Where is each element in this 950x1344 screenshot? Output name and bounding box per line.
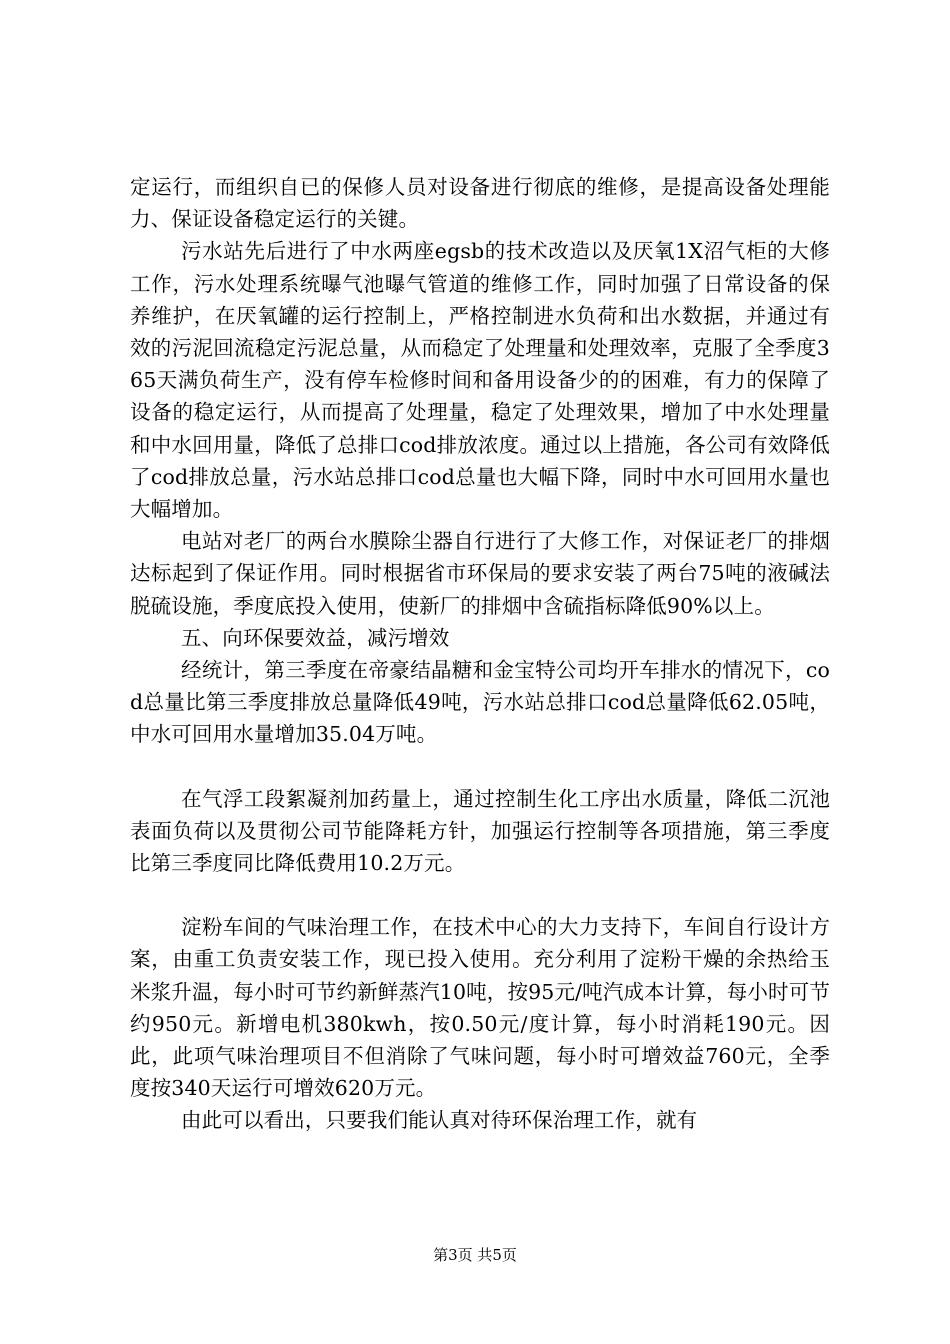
paragraph-flotation: 在气浮工段絮凝剂加药量上，通过控制生化工序出水质量，降低二沉池表面负荷以及贯彻公司节能降耗方针，加强运行控制等各项措施，第三季度比第三季度同比降低费用10.2万元。 <box>130 786 830 876</box>
blank-line <box>130 879 830 911</box>
paragraph-conclusion-start: 由此可以看出，只要我们能认真对待环保治理工作，就有 <box>181 1108 698 1133</box>
paragraph-statistics: 经统计，第三季度在帝豪结晶糖和金宝特公司均开车排水的情况下，cod总量比第三季度排放总量降低49吨，污水站总排口cod总量降低62.05吨，中水可回用水量增加35.04万吨。 <box>130 658 830 747</box>
page-number-footer: 第3页 共5页 <box>433 1246 517 1264</box>
paragraph-sewage-station: 污水站先后进行了中水两座egsb的技术改造以及厌氧1X沼气柜的大修工作，污水处理系统曝气池曝气管道的维修工作，同时加强了日常设备的保养维护，在厌氧罐的运行控制上，严格控制进水负荷和出水数据，并通过有效的污泥回流稳定污泥总量，从而稳定了处理量和处理效率，克服了全季度365天满负荷生产，没有停车检修时间和备用设备少的的困难，有力的保障了设备的稳定运行，从而提高了处理量，稳定了处理效果，增加了中水处理量和中水回用量，降低了总排口cod排放浓度。通过以上措施，各公司有效降低了cod排放总量，污水站总排口cod总量也大幅下降，同时中水可回用水量也大幅增加。 <box>130 239 830 522</box>
document-body <box>130 171 830 1137</box>
paragraph-continuation: 定运行，而组织自已的保修人员对设备进行彻底的维修，是提高设备处理能力、保证设备稳定运行的关键。 <box>130 175 830 232</box>
paragraph-starch-workshop: 淀粉车间的气味治理工作，在技术中心的大力支持下，车间自行设计方案，由重工负责安装工作，现已投入使用。充分利用了淀粉干燥的余热给玉米浆升温，每小时可节约新鲜蒸汽10吨，按95元/吨汽成本计算，每小时可节约950元。新增电机380kwh，按0.50元/度计算，每小时消耗190元。因此，此项气味治理项目不但消除了气味问题，每小时可增效益760元，全季度按340天运行可增效620万元。 <box>130 915 830 1101</box>
section-heading-five: 五、向环保要效益，减污增效 <box>181 625 450 650</box>
blank-line <box>130 751 830 783</box>
paragraph-power-station: 电站对老厂的两台水膜除尘器自行进行了大修工作，对保证老厂的排烟达标起到了保证作用。同时根据省市环保局的要求安装了两台75吨的液碱法脱硫设施，季度底投入使用，使新厂的排烟中含硫指标降低90%以上。 <box>130 529 830 618</box>
